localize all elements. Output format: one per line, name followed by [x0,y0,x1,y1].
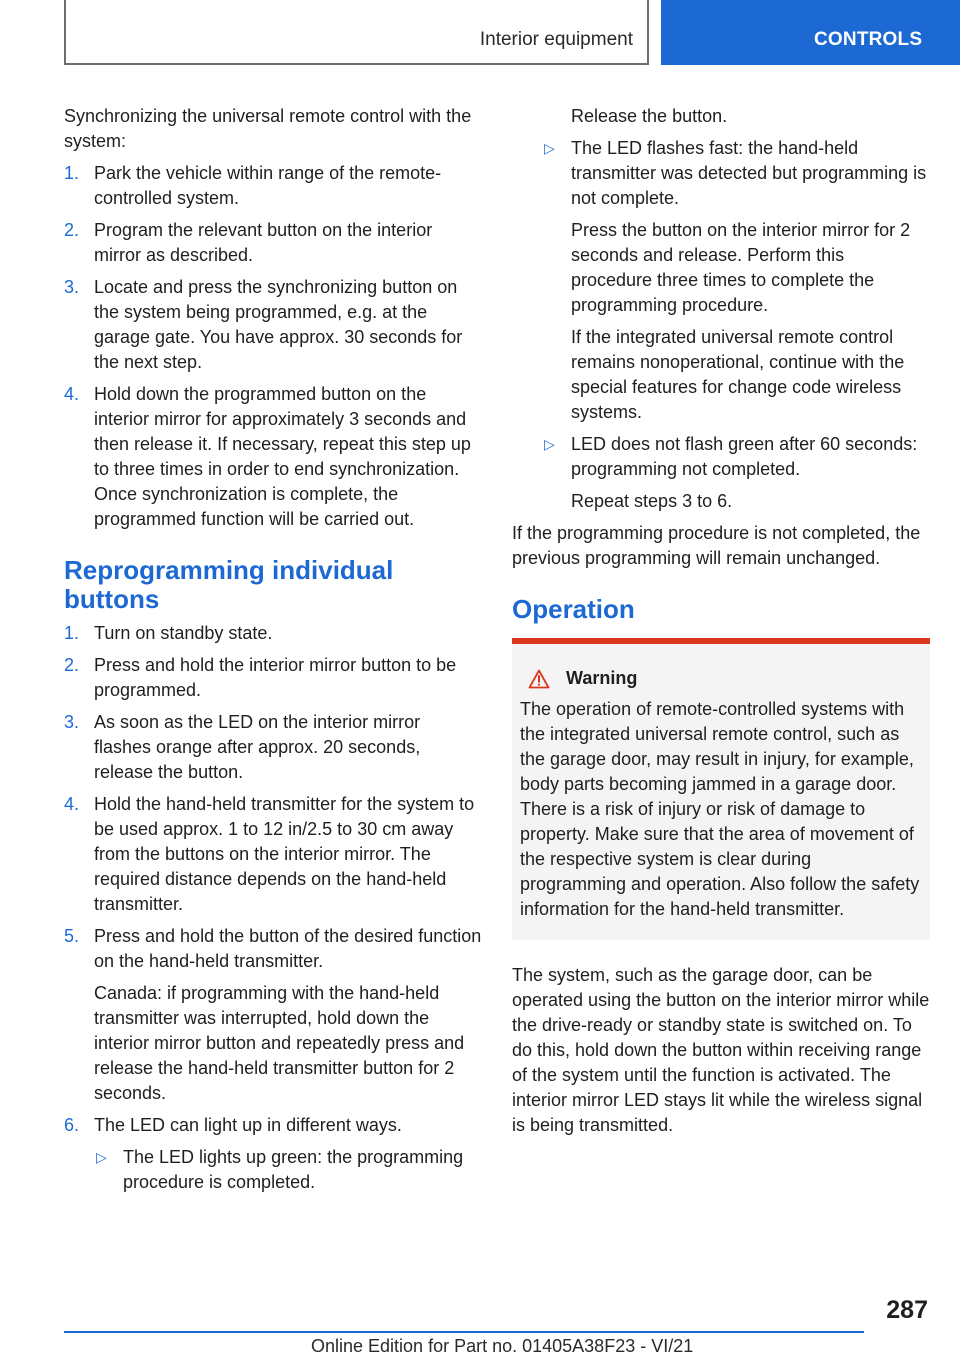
step-note: Canada: if programming with the hand-held transmitter was interrupted, hold down the interior mirror button and repeatedly press and release the hand-held transmitter button for 2 seconds. [94,983,465,1103]
triangle-bullet-icon: ▷ [544,436,555,452]
left-column [64,104,482,1195]
step-number: 2. [64,655,80,675]
step-number: 4. [64,384,80,404]
step-number: 6. [64,1115,80,1135]
list-item [64,382,482,532]
step-text: Locate and press the synchronizing button on the system being programmed, e.g. at the garage gate. You have approx. 30 seconds for the next step. [94,277,463,372]
step-number: 2. [64,220,80,240]
step-number: 5. [64,926,80,946]
header-section-tab [64,0,649,65]
sync-steps [64,161,482,532]
list-item [64,710,482,785]
list-item [64,653,482,703]
list-item [64,218,482,268]
step-number: 3. [64,712,80,732]
step-text: Park the vehicle within range of the remote-controlled system. [94,163,442,208]
list-item [64,924,482,1106]
sub-item-text: If the integrated universal remote control remains nonoperational, continue with the special features for change code wireless systems. [571,327,905,422]
page-number: 287 [886,1296,928,1324]
step-text: Press and hold the interior mirror button to be programmed. [94,655,457,700]
right-column [512,104,930,1138]
reprogramming-steps [64,621,482,1195]
warning-header [520,666,922,691]
list-item [64,792,482,917]
step-text: Hold down the programmed button on the interior mirror for approximately 3 seconds and then release it. If necessary, repeat this step up to three times in order to end synchronization. Once synchronization is complete, the programmed function will be carried out. [94,384,471,529]
list-item [542,432,930,514]
list-item [64,275,482,375]
footer-divider [64,1331,864,1333]
list-item [64,1113,482,1195]
footer-edition: Online Edition for Part no. 01405A38F23 - VI/21 [311,1336,694,1356]
step-number: 4. [64,794,80,814]
sub-item-text: The LED lights up green: the programming procedure is completed. [123,1147,464,1192]
warning-box [512,638,930,940]
warning-title: Warning [566,668,638,688]
list-item [94,1145,482,1195]
step-number: 3. [64,277,80,297]
sync-intro: Synchronizing the universal remote control with the system: [64,106,472,151]
operation-text: The system, such as the garage door, can be operated using the button on the interior mirror while the drive-ready or standby state is switched on. To do this, hold down the button within receiving range of the system until the function is activated. The interior mirror LED stays lit while the wireless signal is being transmitted. [512,965,930,1135]
sub-item-text: The LED flashes fast: the hand-held transmitter was detected but programming is not complete. [571,138,927,208]
sub-item-text: Press the button on the interior mirror for 2 seconds and release. Perform this procedure three times to complete the programming procedure. [571,220,911,315]
header-chapter-tab[interactable] [661,0,960,65]
header-section-title: Interior equipment [479,29,633,50]
step-text: As soon as the LED on the interior mirror flashes orange after approx. 20 seconds, release the button. [94,712,421,782]
list-item [64,621,482,646]
continued-sub-item [512,104,930,129]
sub-item-text: LED does not flash green after 60 seconds: programming not completed. [571,434,918,479]
after-programming-text: If the programming procedure is not completed, the previous programming will remain unchanged. [512,523,921,568]
triangle-bullet-icon: ▷ [544,140,555,156]
led-states-list-continued [512,136,930,514]
step-text: Turn on standby state. [94,623,273,643]
section-heading-operation: Operation [512,594,635,624]
led-states-list [94,1145,482,1195]
step-text: Program the relevant button on the interior mirror as described. [94,220,433,265]
step-text: Hold the hand-held transmitter for the system to be used approx. 1 to 12 in/2.5 to 30 cm away from the buttons on the interior mirror. The required distance depends on the hand-held transmitter. [94,794,475,914]
list-item [542,136,930,425]
step-number: 1. [64,163,80,183]
triangle-bullet-icon: ▷ [96,1149,107,1165]
sub-item-text: Repeat steps 3 to 6. [571,491,733,511]
list-item [64,161,482,211]
step-number: 1. [64,623,80,643]
warning-triangle-icon [528,669,550,689]
sub-item-continued: Release the button. [571,106,728,126]
step-text: The LED can light up in different ways. [94,1115,402,1135]
section-heading-reprogramming: Reprogramming individual buttons [64,555,394,614]
header-chapter-title: CONTROLS [814,29,923,50]
warning-body: The operation of remote-controlled systems with the integrated universal remote control, such as the garage door, may result in injury, for example, body parts becoming jammed in a garage door. There is a risk of injury or risk of damage to property. Make sure that the area of movement of the respective system is clear during programming and operation. Also follow the safety information for the hand-held transmitter. [520,699,920,919]
step-text: Press and hold the button of the desired function on the hand-held transmitter. [94,926,482,971]
